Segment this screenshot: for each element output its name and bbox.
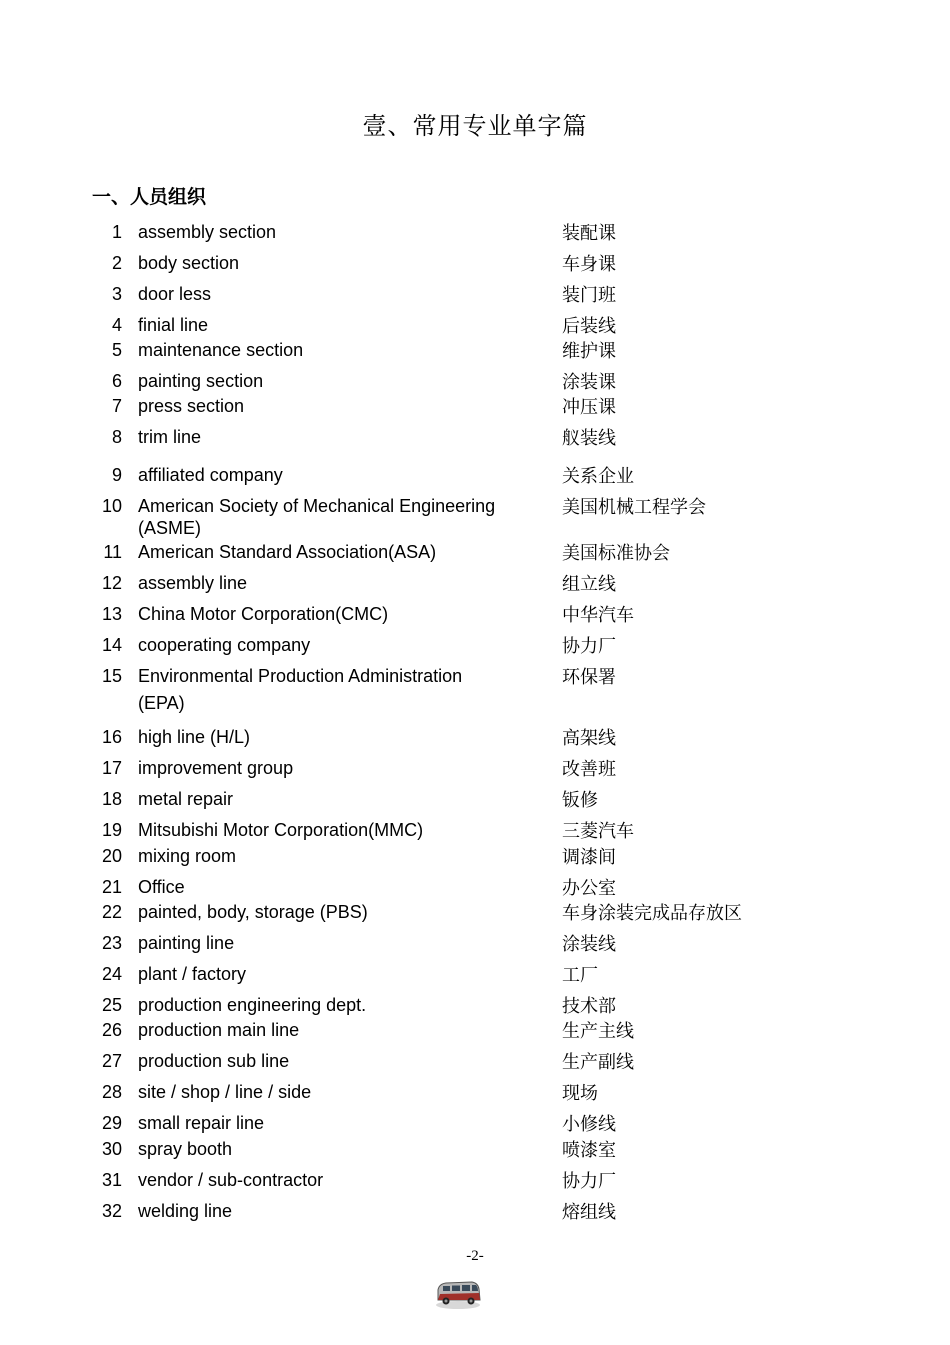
- term-row: [0, 994, 950, 1016]
- term-chinese: 协力厂: [562, 636, 616, 657]
- term-row: [0, 634, 950, 656]
- term-chinese: 钣修: [562, 790, 598, 811]
- term-english: production main line: [138, 1020, 300, 1040]
- term-row: [0, 788, 950, 810]
- term-row: [0, 901, 950, 923]
- term-chinese: 美国标准协会: [562, 543, 670, 564]
- term-number: 25: [101, 995, 122, 1015]
- term-row: [0, 726, 950, 748]
- term-number: 22: [101, 902, 122, 922]
- term-row: [0, 395, 950, 417]
- term-chinese: 舣装线: [562, 428, 616, 449]
- term-english: painting section: [138, 371, 264, 391]
- term-number: 7: [111, 396, 122, 416]
- term-chinese: 技术部: [562, 996, 616, 1017]
- term-chinese: 中华汽车: [562, 605, 634, 626]
- term-english: production engineering dept.: [138, 995, 367, 1015]
- term-row: [0, 495, 950, 539]
- term-chinese: 装配课: [562, 223, 616, 244]
- term-row: [0, 819, 950, 841]
- term-english: production sub line: [138, 1051, 290, 1071]
- term-row: [0, 1081, 950, 1103]
- term-row: [0, 665, 950, 715]
- term-number: 23: [101, 933, 122, 953]
- term-chinese: 调漆间: [562, 847, 616, 868]
- term-number: 16: [101, 727, 122, 747]
- term-english-line2: (EPA): [138, 693, 185, 713]
- term-chinese: 改善班: [562, 759, 616, 780]
- term-row: [0, 370, 950, 392]
- term-english: finial line: [138, 315, 209, 335]
- term-number: 18: [101, 789, 122, 809]
- term-chinese: 生产主线: [562, 1021, 634, 1042]
- term-english: maintenance section: [138, 340, 304, 360]
- term-chinese: 组立线: [562, 574, 616, 595]
- term-number: 21: [101, 877, 122, 897]
- term-chinese: 维护课: [562, 341, 616, 362]
- term-chinese: 现场: [562, 1083, 598, 1104]
- term-row: [0, 252, 950, 274]
- term-english: welding line: [138, 1201, 233, 1221]
- term-row: [0, 541, 950, 563]
- term-english: American Standard Association(ASA): [138, 542, 437, 562]
- term-number: 29: [101, 1113, 122, 1133]
- term-english: [138, 495, 533, 539]
- term-row: [0, 339, 950, 361]
- term-number: 32: [101, 1201, 122, 1221]
- term-row: [0, 845, 950, 867]
- term-row: [0, 1200, 950, 1222]
- term-row: [0, 932, 950, 954]
- term-english: high line (H/L): [138, 727, 251, 747]
- term-row: [0, 283, 950, 305]
- term-chinese: 后装线: [562, 316, 616, 337]
- term-english: painting line: [138, 933, 235, 953]
- term-number: 19: [101, 820, 122, 840]
- term-row: [0, 464, 950, 486]
- term-row: [0, 1138, 950, 1160]
- term-number: 31: [101, 1170, 122, 1190]
- term-english: press section: [138, 396, 245, 416]
- term-english-line2: (ASME): [138, 518, 201, 538]
- term-english: spray booth: [138, 1139, 233, 1159]
- term-english: cooperating company: [138, 635, 311, 655]
- term-english: painted, body, storage (PBS): [138, 902, 368, 922]
- term-number: 12: [101, 573, 122, 593]
- term-row: [0, 1169, 950, 1191]
- term-number: 10: [101, 496, 122, 516]
- term-chinese: 装门班: [562, 285, 616, 306]
- term-number: 1: [111, 222, 122, 242]
- term-english: vendor / sub-contractor: [138, 1170, 324, 1190]
- term-english: body section: [138, 253, 240, 273]
- term-row: [0, 876, 950, 898]
- term-english: affiliated company: [138, 465, 283, 485]
- term-row: [0, 603, 950, 625]
- term-number: 11: [103, 542, 122, 562]
- term-number: 9: [111, 465, 122, 485]
- term-chinese: 协力厂: [562, 1171, 616, 1192]
- term-english-line1: Environmental Production Administration: [138, 666, 463, 686]
- term-number: 20: [101, 846, 122, 866]
- term-number: 13: [101, 604, 122, 624]
- term-number: 3: [111, 284, 122, 304]
- term-chinese: 工厂: [562, 965, 598, 986]
- term-english: improvement group: [138, 758, 294, 778]
- term-english: [138, 663, 533, 717]
- term-chinese: 车身涂装完成品存放区: [562, 903, 742, 924]
- term-english: plant / factory: [138, 964, 247, 984]
- term-number: 27: [101, 1051, 122, 1071]
- term-english: door less: [138, 284, 212, 304]
- term-chinese: 美国机械工程学会: [562, 497, 706, 518]
- term-row: [0, 221, 950, 243]
- term-english: assembly section: [138, 222, 277, 242]
- term-chinese: 涂装线: [562, 934, 616, 955]
- term-chinese: 冲压课: [562, 397, 616, 418]
- term-number: 5: [111, 340, 122, 360]
- term-chinese: 熔组线: [562, 1202, 616, 1223]
- term-chinese: 生产副线: [562, 1052, 634, 1073]
- term-english: mixing room: [138, 846, 237, 866]
- term-chinese: 环保署: [562, 667, 616, 688]
- term-number: 17: [101, 758, 122, 778]
- term-chinese: 喷漆室: [562, 1140, 616, 1161]
- term-number: 15: [101, 666, 122, 686]
- term-chinese: 小修线: [562, 1114, 616, 1135]
- term-chinese: 关系企业: [562, 466, 634, 487]
- page-number: -2-: [466, 1248, 484, 1264]
- term-english: metal repair: [138, 789, 234, 809]
- term-row: [0, 1050, 950, 1072]
- page-title: 壹、常用专业单字篇: [362, 112, 588, 140]
- term-english: Office: [138, 877, 185, 897]
- term-chinese: 车身课: [562, 254, 616, 275]
- van-icon: [434, 1276, 482, 1310]
- term-number: 24: [101, 964, 122, 984]
- term-english: site / shop / line / side: [138, 1082, 312, 1102]
- term-english: China Motor Corporation(CMC): [138, 604, 389, 624]
- term-row: [0, 426, 950, 448]
- term-number: 30: [101, 1139, 122, 1159]
- term-chinese: 高架线: [562, 728, 616, 749]
- term-row: [0, 757, 950, 779]
- section-heading: 一、人员组织: [92, 186, 207, 208]
- term-number: 4: [111, 315, 122, 335]
- term-number: 8: [111, 427, 122, 447]
- term-row: [0, 314, 950, 336]
- term-english-line1: American Society of Mechanical Engineering: [138, 496, 496, 516]
- term-row: [0, 1112, 950, 1134]
- term-english: assembly line: [138, 573, 248, 593]
- term-number: 2: [111, 253, 122, 273]
- term-number: 28: [101, 1082, 122, 1102]
- term-chinese: 三菱汽车: [562, 821, 634, 842]
- term-row: [0, 1019, 950, 1041]
- term-english: Mitsubishi Motor Corporation(MMC): [138, 820, 424, 840]
- term-number: 6: [111, 371, 122, 391]
- term-row: [0, 572, 950, 594]
- term-chinese: 办公室: [562, 878, 616, 899]
- term-number: 14: [101, 635, 122, 655]
- term-english: small repair line: [138, 1113, 265, 1133]
- term-chinese: 涂装课: [562, 372, 616, 393]
- van-icon-graphic: [434, 1276, 482, 1310]
- term-english: trim line: [138, 427, 202, 447]
- term-number: 26: [101, 1020, 122, 1040]
- term-row: [0, 963, 950, 985]
